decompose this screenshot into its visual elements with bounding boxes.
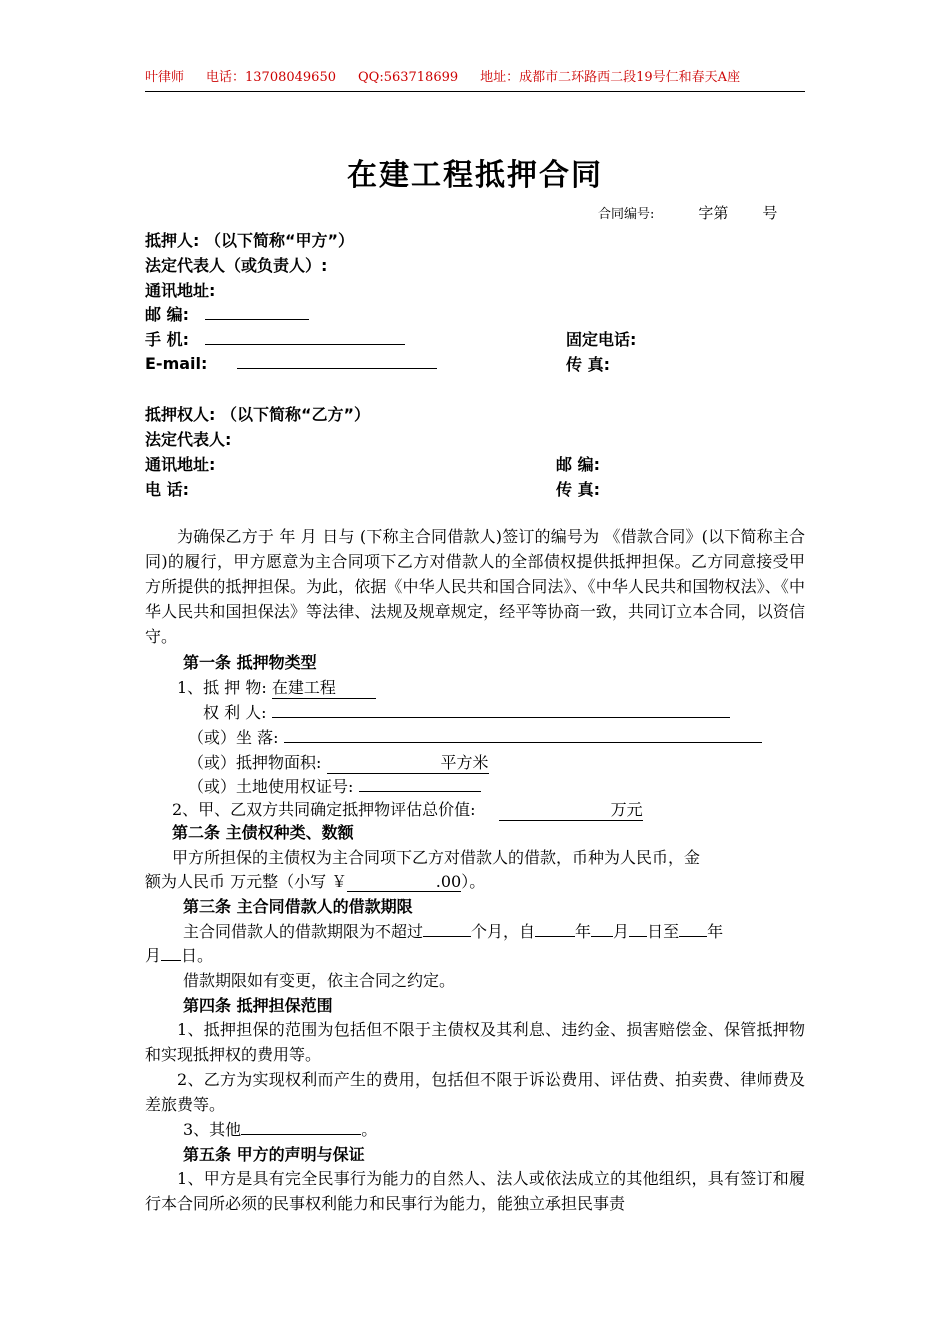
party-b-phone: 电 话: <box>145 480 189 499</box>
article-1-title: 第一条 抵押物类型 <box>183 653 317 672</box>
art1-area <box>188 750 489 774</box>
party-b-address: 通讯地址: <box>145 455 216 474</box>
art3-month1-blank <box>591 920 613 937</box>
art5-p1: 1、甲方是具有完全民事行为能力的自然人、法人或依法成立的其他组织，具有签订和履行本合同所必须的民事权利能力和民事行为能力，能独立承担民事责 <box>145 1169 805 1213</box>
art1-area-unit: 平方米 <box>440 753 489 772</box>
art1-location <box>188 725 762 748</box>
art4-p2: 2、乙方为实现权利而产生的费用，包括但不限于诉讼费用、评估费、拍卖费、律师费及差旅费等。 <box>145 1070 805 1114</box>
party-a-rep: 法定代表人（或负责人）: <box>145 256 328 275</box>
article-2-title: 第二条 主债权种类、数额 <box>172 823 354 842</box>
party-a-email-blank <box>237 352 437 369</box>
header-qq: QQ:563718699 <box>358 70 459 85</box>
party-b-rep: 法定代表人: <box>145 430 232 449</box>
art2-amount-blank <box>347 872 461 892</box>
art3-day1-blank <box>629 920 647 937</box>
art4-p3-label: 3、其他 <box>183 1120 242 1139</box>
contract-number-label: 合同编号: <box>598 207 655 222</box>
art3-period-end <box>145 943 213 966</box>
article-5-title: 第五条 甲方的声明与保证 <box>183 1145 365 1164</box>
art3-t2: 个月，自 <box>471 922 536 941</box>
art3-note: 借款期限如有变更，依主合同之约定。 <box>183 971 456 990</box>
art3-t8: 日。 <box>181 946 214 965</box>
art1-location-blank <box>284 726 762 743</box>
art1-area-blank <box>327 750 489 774</box>
party-a-zip-label: 邮 编: <box>145 305 189 324</box>
art3-t5: 日至 <box>647 922 680 941</box>
art3-year2-blank <box>679 920 707 937</box>
party-a-address: 通讯地址: <box>145 281 216 300</box>
party-a-mobile-blank <box>205 328 405 345</box>
header-address: 地址：成都市二环路西二段19号仁和春天A座 <box>480 70 741 85</box>
art4-p1: 1、抵押担保的范围为包括但不限于主债权及其利息、违约金、损害赔偿金、保管抵押物和实现抵押权的费用等。 <box>145 1020 805 1064</box>
art2-text1: 甲方所担保的主债权为主合同项下乙方对借款人的借款，币种为人民币，金 <box>172 848 701 867</box>
art1-cert-label: （或）土地使用权证号: <box>188 777 354 796</box>
header-lawyer: 叶律师 <box>145 70 185 85</box>
art2-text2-c: ）。 <box>461 872 486 891</box>
contract-number <box>598 202 777 223</box>
article-3-title: 第三条 主合同借款人的借款期限 <box>183 897 413 916</box>
party-a-email <box>145 352 437 373</box>
contract-number-zi: 字第 <box>698 204 729 222</box>
art1-holder <box>203 700 730 723</box>
party-a-fax: 传 真: <box>566 355 610 374</box>
party-a-zip <box>145 302 309 325</box>
article-4-title: 第四条 抵押担保范围 <box>183 996 333 1015</box>
party-b-name: 抵押权人: （以下简称“乙方”） <box>145 405 371 424</box>
art2-amount-cents: .00 <box>435 872 462 891</box>
art1-holder-label: 权 利 人: <box>203 703 267 722</box>
art1-location-label: （或）坐 落: <box>188 728 279 747</box>
art4-p3-end: 。 <box>361 1120 378 1139</box>
header-phone: 电话：13708049650 <box>206 70 336 85</box>
art3-months-blank <box>423 920 471 937</box>
page-header <box>145 66 805 92</box>
art3-t4: 月 <box>613 922 630 941</box>
document-title: 在建工程抵押合同 <box>347 158 603 193</box>
art3-t3: 年 <box>575 922 592 941</box>
art1-item2-unit: 万元 <box>610 800 643 819</box>
party-a-fixed-phone: 固定电话: <box>566 330 637 349</box>
art4-p3 <box>183 1117 377 1140</box>
art1-area-label: （或）抵押物面积: <box>188 753 322 772</box>
party-a-zip-blank <box>205 303 309 320</box>
party-b-zip: 邮 编: <box>556 455 600 474</box>
art2-text2-a: 额为人民币 万元整（小写 ￥ <box>145 872 348 891</box>
art4-p3-blank <box>241 1118 361 1135</box>
art1-cert-blank <box>359 775 481 792</box>
art2-text2 <box>145 869 485 892</box>
art3-day2-blank <box>161 944 181 961</box>
art3-period <box>183 919 723 942</box>
party-a-email-label: E-mail: <box>145 354 208 373</box>
art1-item2-label: 2、甲、乙双方共同确定抵押物评估总价值: <box>172 800 476 819</box>
art1-item2-blank <box>499 797 643 821</box>
party-a-mobile <box>145 327 405 350</box>
art3-t1: 主合同借款人的借款期限为不超过 <box>183 922 424 941</box>
art1-item2 <box>172 797 643 821</box>
preamble: 为确保乙方于 年 月 日与 (下称主合同借款人)签订的编号为 《借款合同》(以下简称主合同)的履行，甲方愿意为主合同项下乙方对借款人的全部债权提供抵押担保。乙方同意接受甲方所提供的抵押担保。为此，依据《中华人民共和国合同法》、《中华人民共和国物权法》、《中华人民共和国担保法》等法律、法规及规章规定，经平等协商一致，共同订立本合同，以资信守。 <box>145 527 805 646</box>
art3-year1-blank <box>535 920 575 937</box>
art1-item1-value: 在建工程 <box>272 675 376 699</box>
art1-item1-label: 1、抵 押 物: <box>177 678 267 697</box>
party-a-name: 抵押人: （以下简称“甲方”） <box>145 231 355 250</box>
party-a-mobile-label: 手 机: <box>145 330 189 349</box>
art3-t7: 月 <box>145 946 162 965</box>
contract-number-hao: 号 <box>762 204 778 222</box>
party-b-fax: 传 真: <box>556 480 600 499</box>
art1-item1 <box>177 675 376 699</box>
art1-holder-blank <box>272 701 730 718</box>
art3-t6: 年 <box>707 922 724 941</box>
art1-cert <box>188 774 481 797</box>
